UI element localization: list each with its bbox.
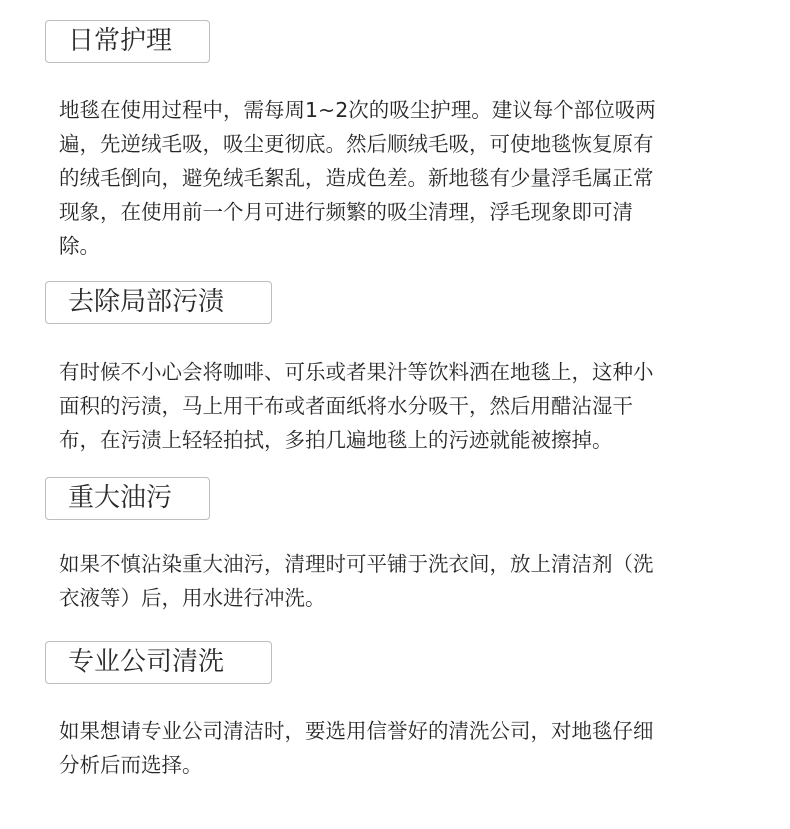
- section-text-stain-removal: [59, 355, 719, 457]
- text-line: 布，在污渍上轻轻拍拭，多拍几遍地毯上的污迹就能被擦掉。: [59, 428, 613, 452]
- text-line: 面积的污渍，马上用干布或者面纸将水分吸干，然后用醋沾湿干: [59, 394, 633, 418]
- text-line: 分析后而选择。: [59, 753, 203, 777]
- text-line: 现象，在使用前一个月可进行频繁的吸尘清理，浮毛现象即可清: [59, 200, 633, 224]
- section-text-heavy-grease: [59, 547, 719, 615]
- text-line: 有时候不小心会将咖啡、可乐或者果汁等饮料洒在地毯上，这种小: [59, 360, 654, 384]
- text-line: 地毯在使用过程中，需每周1~2次的吸尘护理。建议每个部位吸两: [59, 98, 656, 122]
- text-line: 除。: [59, 234, 100, 258]
- text-line: 衣液等）后，用水进行冲洗。: [59, 586, 326, 610]
- section-heading-stain-removal: 去除局部污渍: [45, 281, 272, 324]
- text-line: 如果想请专业公司清洁时，要选用信誉好的清洗公司，对地毯仔细: [59, 719, 654, 743]
- section-text-professional-cleaning: [59, 714, 719, 782]
- section-text-daily-care: [59, 93, 719, 263]
- section-heading-heavy-grease: 重大油污: [45, 477, 210, 520]
- section-heading-daily-care: 日常护理: [45, 20, 210, 63]
- section-heading-professional-cleaning: 专业公司清洗: [45, 641, 272, 684]
- text-line: 如果不慎沾染重大油污，清理时可平铺于洗衣间，放上清洁剂（洗: [59, 552, 654, 576]
- text-line: 遍，先逆绒毛吸，吸尘更彻底。然后顺绒毛吸，可使地毯恢复原有: [59, 132, 654, 156]
- text-line: 的绒毛倒向，避免绒毛絮乱，造成色差。新地毯有少量浮毛属正常: [59, 166, 654, 190]
